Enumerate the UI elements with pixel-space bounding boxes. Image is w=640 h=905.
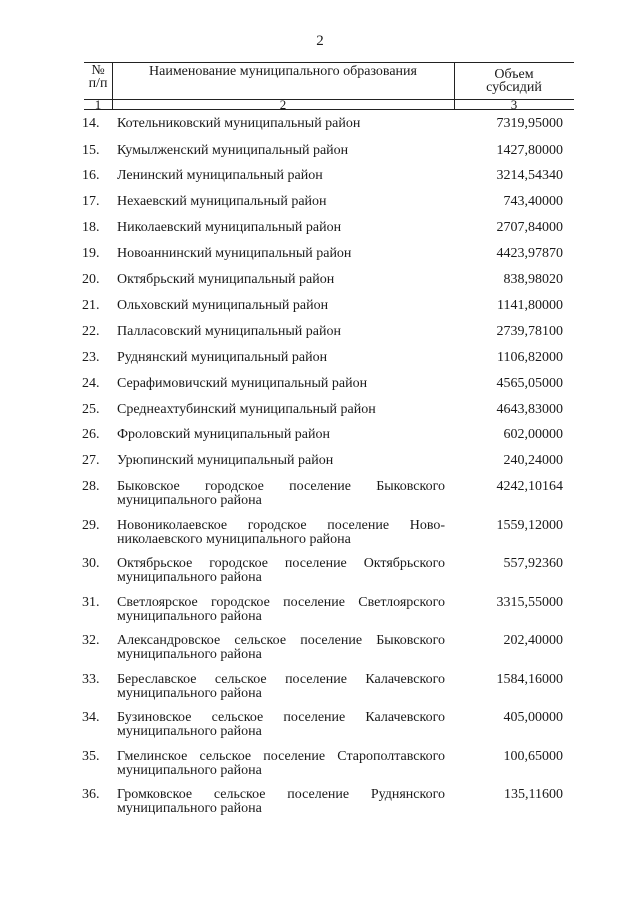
row-name: Нехаевский муниципальный район bbox=[117, 194, 327, 209]
row-value: 3315,55000 bbox=[496, 594, 563, 610]
row-number: 15. bbox=[82, 143, 100, 158]
row-name: Фроловский муниципальный район bbox=[117, 427, 331, 442]
row-value: 1559,12000 bbox=[496, 517, 563, 533]
row-number: 19. bbox=[82, 246, 100, 261]
row-name: Новоаннинский муниципальный район bbox=[117, 246, 352, 261]
row-value: 240,24000 bbox=[503, 453, 563, 468]
header-col-value: Объем субсидий bbox=[486, 67, 542, 95]
row-name: Руднянский муниципальный район bbox=[117, 350, 328, 365]
row-name: Николаевский муниципальный район bbox=[117, 220, 342, 235]
row-number: 21. bbox=[82, 298, 100, 313]
row-value: 4565,05000 bbox=[496, 376, 563, 391]
row-number: 18. bbox=[82, 220, 100, 235]
row-number: 35. bbox=[82, 748, 100, 764]
row-number: 20. bbox=[82, 272, 100, 287]
row-value: 1141,80000 bbox=[497, 298, 563, 313]
row-name: Урюпинский муниципальный район bbox=[117, 453, 334, 468]
row-name: Бузиновское сельское поселение Калачевского муниципального района bbox=[117, 710, 445, 739]
row-name: Ольховский муниципальный район bbox=[117, 298, 329, 313]
header-top-rule bbox=[84, 62, 574, 63]
row-value: 2707,84000 bbox=[496, 220, 563, 235]
row-name: Октябрьский муниципальный район bbox=[117, 272, 335, 287]
row-value: 838,98020 bbox=[503, 272, 563, 287]
header-index-1: 1 bbox=[94, 97, 102, 112]
row-number: 24. bbox=[82, 376, 100, 391]
row-value: 202,40000 bbox=[503, 633, 563, 648]
row-value: 1427,80000 bbox=[496, 143, 563, 158]
row-value: 3214,54340 bbox=[496, 168, 563, 183]
row-number: 29. bbox=[82, 517, 100, 533]
row-number: 30. bbox=[82, 556, 100, 571]
row-name: Новониколаевское городское поселение Ново-николаевского муниципального района bbox=[117, 517, 445, 547]
row-name: Котельниковский муниципальный район bbox=[117, 116, 361, 131]
row-number: 25. bbox=[82, 402, 100, 417]
row-number: 31. bbox=[82, 594, 100, 610]
row-name: Гмелинское сельское поселение Старополтавского муниципального района bbox=[117, 748, 445, 778]
row-number: 22. bbox=[82, 324, 100, 339]
row-value: 743,40000 bbox=[503, 194, 563, 209]
row-number: 34. bbox=[82, 710, 100, 725]
row-value: 4643,83000 bbox=[496, 402, 563, 417]
row-number: 36. bbox=[82, 787, 100, 802]
row-name: Громковское сельское поселение Руднянского муниципального района bbox=[117, 787, 445, 816]
row-number: 28. bbox=[82, 479, 100, 494]
header-col-number: № п/п bbox=[88, 63, 108, 91]
row-name: Серафимовичский муниципальный район bbox=[117, 376, 368, 391]
row-name: Светлоярское городское поселение Светлоярского муниципального района bbox=[117, 594, 445, 624]
header-index-3: 3 bbox=[510, 97, 518, 112]
row-number: 16. bbox=[82, 168, 100, 183]
row-name: Кумылженский муниципальный район bbox=[117, 143, 349, 158]
row-value: 602,00000 bbox=[503, 427, 563, 442]
row-value: 2739,78100 bbox=[496, 324, 563, 339]
row-name: Палласовский муниципальный район bbox=[117, 324, 341, 339]
table-header bbox=[84, 62, 574, 110]
row-value: 4242,10164 bbox=[496, 479, 563, 494]
row-name: Ленинский муниципальный район bbox=[117, 168, 323, 183]
row-number: 33. bbox=[82, 671, 100, 687]
header-index-2: 2 bbox=[279, 97, 287, 112]
row-value: 135,11600 bbox=[504, 787, 563, 802]
row-number: 32. bbox=[82, 633, 100, 648]
row-name: Быковское городское поселение Быковского муниципального района bbox=[117, 479, 445, 508]
row-name: Береславское сельское поселение Калачевского муниципального района bbox=[117, 671, 445, 701]
row-number: 26. bbox=[82, 427, 100, 442]
row-number: 27. bbox=[82, 453, 100, 468]
header-col-name: Наименование муниципального образования bbox=[149, 64, 417, 79]
row-value: 405,00000 bbox=[503, 710, 563, 725]
row-value: 7319,95000 bbox=[496, 116, 563, 131]
row-name: Александровское сельское поселение Быковского муниципального района bbox=[117, 633, 445, 662]
row-name: Среднеахтубинский муниципальный район bbox=[117, 402, 376, 417]
row-number: 14. bbox=[82, 116, 100, 131]
row-value: 557,92360 bbox=[503, 556, 563, 571]
page-number: 2 bbox=[316, 33, 324, 49]
row-value: 100,65000 bbox=[503, 748, 563, 764]
row-number: 23. bbox=[82, 350, 100, 365]
row-name: Октябрьское городское поселение Октябрьского муниципального района bbox=[117, 556, 445, 585]
row-value: 1106,82000 bbox=[497, 350, 563, 365]
row-number: 17. bbox=[82, 194, 100, 209]
row-value: 4423,97870 bbox=[496, 246, 563, 261]
row-value: 1584,16000 bbox=[496, 671, 563, 687]
